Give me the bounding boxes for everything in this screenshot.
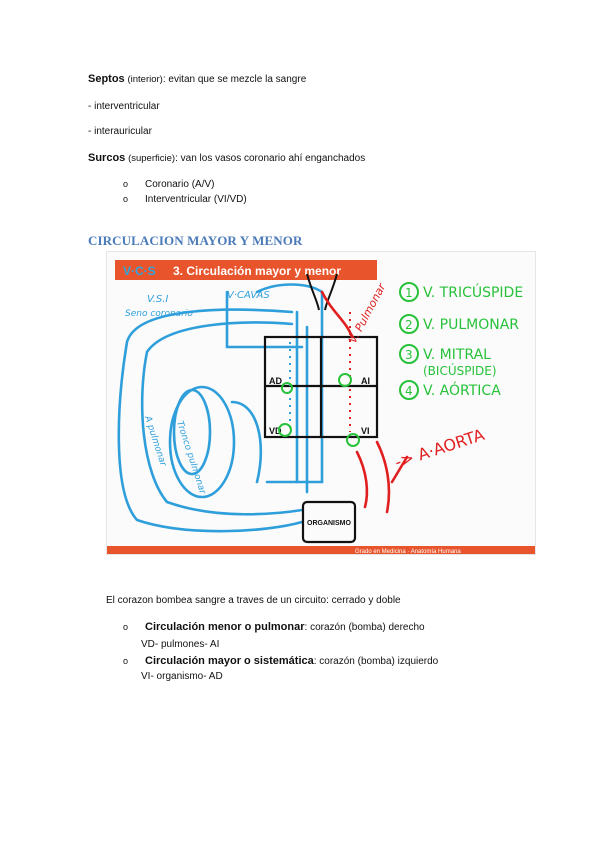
circulacion-sub-2: VI- organismo- AD (141, 671, 223, 682)
circulacion-item-2 (123, 655, 438, 668)
organismo-label: ORGANISMO (307, 520, 351, 527)
legend-num-4: 4 (405, 384, 413, 398)
pulm-circle-label: Tronco pulmonar (174, 419, 208, 496)
circulacion-desc: : corazón (bomba) izquierdo (313, 656, 439, 667)
legend-num-3: 3 (405, 348, 413, 362)
circulation-sketch (107, 252, 535, 554)
bullet-marker: o (123, 194, 129, 204)
section-heading: CIRCULACION MAYOR Y MENOR (88, 233, 303, 248)
legend-label-2: V. PULMONAR (423, 317, 520, 333)
slide-footer-band (107, 546, 535, 554)
banner-prefix: V·C·S (123, 264, 156, 278)
vsi-label: V.S.I (147, 294, 169, 305)
aorta-text: A·AORTA (415, 425, 487, 465)
left-loop-label: A pulmonar (142, 414, 168, 468)
septos-term: Septos (88, 73, 125, 85)
slide-footer: Grado en Medicina · Anatomía Humana (355, 549, 461, 554)
circulation-diagram (106, 251, 536, 555)
ad-label: AD (269, 376, 282, 386)
bullet-marker: o (123, 656, 129, 666)
seno-label: Seno coronario (125, 309, 193, 319)
vi-label: VI (361, 426, 370, 436)
circulacion-term: Circulación menor o pulmonar (145, 621, 305, 633)
legend-num-2: 2 (405, 318, 413, 332)
circulacion-item-1 (123, 621, 425, 634)
surcos-term: Surcos (88, 152, 126, 164)
legend-label-3: V. MITRAL (423, 347, 491, 363)
pulmonar-red-label: V. Pulmonar (346, 281, 389, 346)
legend-label-4: V. AÓRTICA (423, 383, 501, 399)
surcos-item-2 (123, 193, 247, 206)
bullet-marker: o (123, 179, 129, 189)
intro-text: El corazon bombea sangre a traves de un circuito: cerrado y doble (106, 595, 401, 606)
surcos-item-text: Interventricular (VI/VD) (145, 194, 247, 205)
surcos-note: (superficie) (128, 153, 176, 164)
septos-line (88, 73, 306, 86)
banner-title: 3. Circulación mayor y menor (173, 264, 342, 278)
ai-label: AI (361, 376, 370, 386)
septos-item-2: - interauricular (88, 126, 152, 137)
valve-legend (400, 283, 523, 399)
circulacion-sub-1: VD- pulmones- AI (141, 639, 220, 650)
legend-label-3b: (BICÚSPIDE) (423, 364, 497, 378)
surcos-item-text: Coronario (A/V) (145, 179, 215, 190)
surcos-item-1 (123, 178, 214, 191)
vd-label: VD (269, 426, 282, 436)
circulacion-desc: : corazón (bomba) derecho (304, 622, 425, 633)
septos-desc: : evitan que se mezcle la sangre (162, 74, 307, 85)
vcavas-label: V·CAVAS (227, 290, 270, 301)
surcos-desc: : van los vasos coronario ahí enganchados (175, 153, 366, 164)
legend-label-1: V. TRICÚSPIDE (423, 285, 524, 301)
valve-markers (279, 374, 359, 446)
bullet-marker: o (123, 622, 129, 632)
septos-note: (interior) (127, 74, 163, 85)
legend-num-1: 1 (405, 286, 413, 300)
circulacion-term: Circulación mayor o sistemática (145, 655, 314, 667)
septos-item-1: - interventricular (88, 101, 160, 112)
aorta-label: -> A·AORTA (392, 425, 487, 472)
surcos-line (88, 152, 365, 165)
venous-circuit (119, 285, 322, 532)
